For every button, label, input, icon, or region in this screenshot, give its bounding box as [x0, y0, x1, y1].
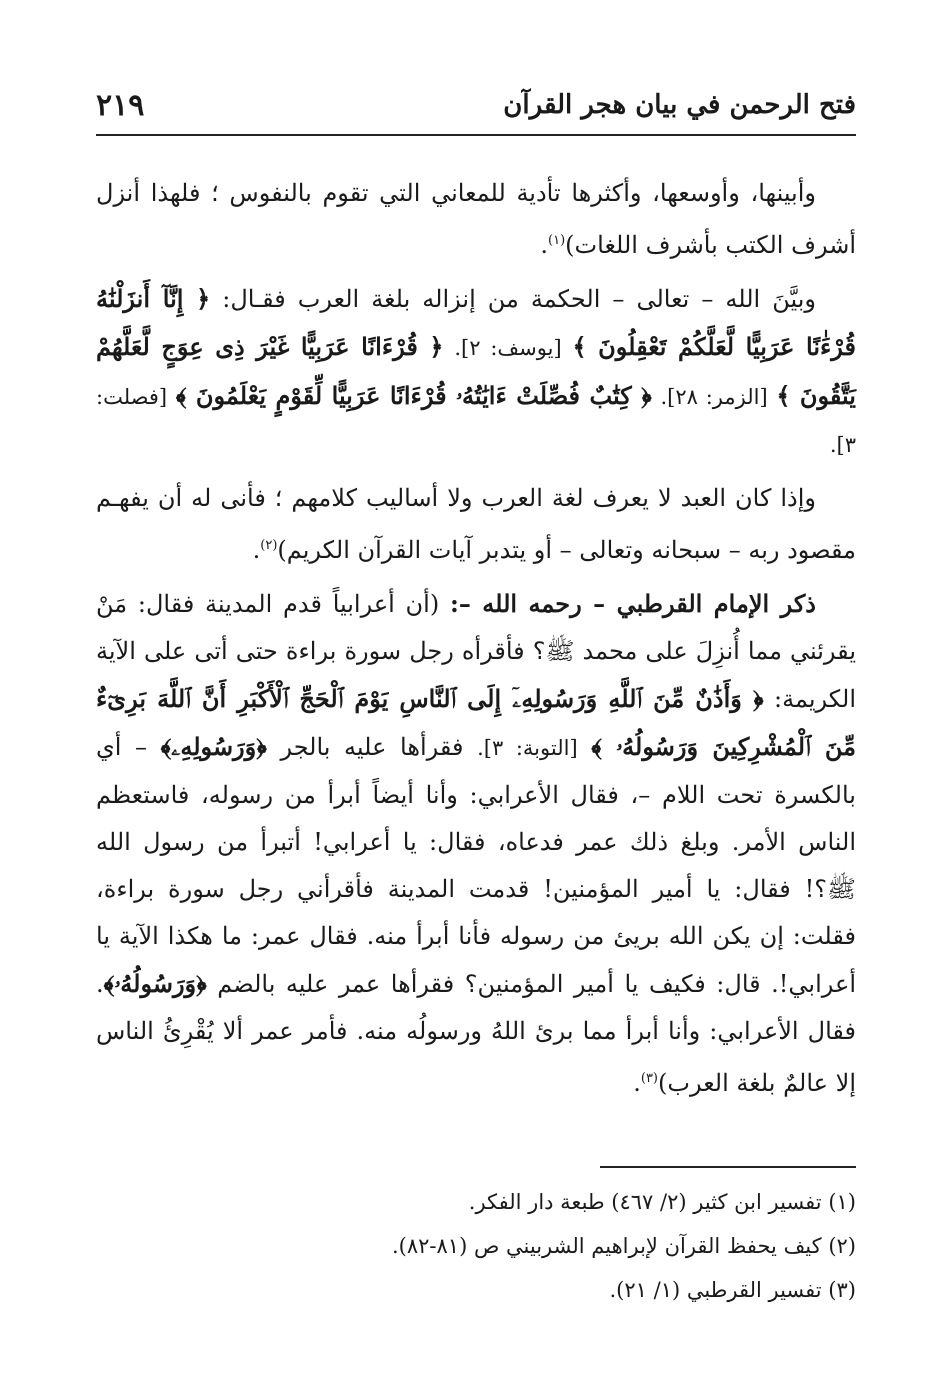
paragraph-1-text: وأبينها، وأوسعها، وأكثرها تأدية للمعاني التي تقوم بالنفوس ؛ فلهذا أنزل أشرف الكتب بأشرف اللغات)	[96, 179, 856, 259]
paragraph-3-text: وإذا كان العبد لا يعرف لغة العرب ولا أساليب كلامهم ؛ فأنى له أن يفهـم مقصود ربه – سبحانه وتعالى – أو يتدبر آيات القرآن الكريم)	[96, 484, 856, 564]
running-header	[96, 80, 856, 130]
quran-word-genitive: ﴿وَرَسُولِهِۦ﴾	[160, 732, 267, 761]
footnote-divider	[600, 1166, 856, 1168]
footnote-ref-2[interactable]: (٢)	[260, 538, 278, 553]
main-text	[96, 170, 856, 1113]
verse-reference-yusuf: [يوسف: ٢].	[454, 336, 562, 360]
quran-verse-yusuf: ﴿ إِنَّآ أَنزَلْنَٰهُ قُرْءَٰنًا عَرَبِيًّا لَّعَلَّكُمْ تَعْقِلُونَ ﴾	[96, 284, 857, 361]
header-divider	[96, 134, 856, 136]
paragraph-1-end: .	[540, 231, 549, 259]
book-title: فتح الرحمن في بيان هجر القرآن	[503, 90, 856, 120]
paragraph-2-text: وبيَّنَ الله – تعالى – الحكمة من إنزاله بلغة العرب فقـال:	[210, 285, 816, 313]
quran-verse-fussilat: ﴿ كِتَٰبٌ فُصِّلَتْ ءَايَٰتُهُۥ قُرْءَانًا عَرَبِيًّا لِّقَوْمٍ يَعْلَمُونَ ﴾	[175, 381, 652, 410]
page-number: ٢١٩	[96, 87, 145, 123]
paragraph-4	[96, 580, 856, 1107]
quran-word-nominative: ﴿وَرَسُولُهُۥ﴾	[103, 969, 207, 998]
footnote-ref-3[interactable]: (٣)	[640, 1071, 658, 1086]
paragraph-2	[96, 275, 856, 469]
verse-reference-tawbah: [التوبة: ٣].	[477, 736, 578, 760]
footnote-2: (٢) كيف يحفظ القرآن لإبراهيم الشربيني ص (٨١-٨٢).	[391, 1234, 856, 1258]
footnote-3: (٣) تفسير القرطبي (١/ ٢١).	[609, 1278, 856, 1302]
qurtubi-heading: ذكر الإمام القرطبي – رحمه الله –:	[449, 589, 816, 618]
paragraph-4-text-c: – أي بالكسرة تحت اللام –، فقال الأعرابي: وأنا أيضاً أبرأ من رسوله، فاستعظم الناس الأمر. وبلغ ذلك عمر فدعاه، فقال: يا أعرابي! أتبرأ من رسول الله ﷺ؟! فقال: يا أمير المؤمنين! قدمت المدينة فأقرأني رجل سورة براءة، فقلت: إن يكن الله بريئ من رسوله فأنا أبرأ منه. فقال عمر: ما هكذا الآية يا أعرابي!. قال: فكيف يا أمير المؤمنين؟ فقرأها عمر عليه بالضم	[96, 733, 856, 998]
verse-reference-fussilat: [فصلت: ٣].	[96, 385, 856, 457]
verse-reference-zumar: [الزمر: ٢٨].	[660, 385, 768, 409]
paragraph-4-end: .	[633, 1069, 641, 1097]
paragraph-3	[96, 475, 856, 574]
quran-verse-zumar: ﴿ قُرْءَانًا عَرَبِيًّا غَيْرَ ذِى عِوَجٍ لَّعَلَّهُمْ يَتَّقُونَ ﴾	[96, 332, 856, 410]
quran-verse-tawbah: ﴿ وَأَذَٰنٌ مِّنَ ٱللَّهِ وَرَسُولِهِۦٓ إِلَى ٱلنَّاسِ يَوْمَ ٱلْحَجِّ ٱلْأَكْبَرِ أَنَّ ٱللَّهَ بَرِىٓءٌ مِّنَ ٱلْمُشْرِكِينَ وَرَسُولُهُۥ ﴾	[96, 684, 857, 761]
paragraph-4-text-b: فقرأها عليه بالجر	[266, 733, 478, 761]
paragraph-4-text-a: (أن أعرابياً قدم المدينة فقال: مَنْ يقرئني مما أُنزِلَ على محمد ﷺ؟ فأقرأه رجل سورة براءة حتى أتى على الآية الكريمة:	[96, 590, 856, 713]
footnote-1: (١) تفسير ابن كثير (٢/ ٤٦٧) طبعة دار الفكر.	[468, 1190, 856, 1214]
footnotes	[96, 1180, 856, 1312]
footnote-ref-1[interactable]: (١)	[548, 233, 566, 248]
paragraph-3-end: .	[252, 536, 261, 564]
paragraph-4-text-d: . فقال الأعرابي: وأنا أبرأ مما برئ اللهُ ورسولُه منه. فأمر عمر ألا يُقْرِئُ الناس إلا عالمٌ بلغة العرب)	[96, 970, 856, 1097]
paragraph-1	[96, 170, 856, 269]
